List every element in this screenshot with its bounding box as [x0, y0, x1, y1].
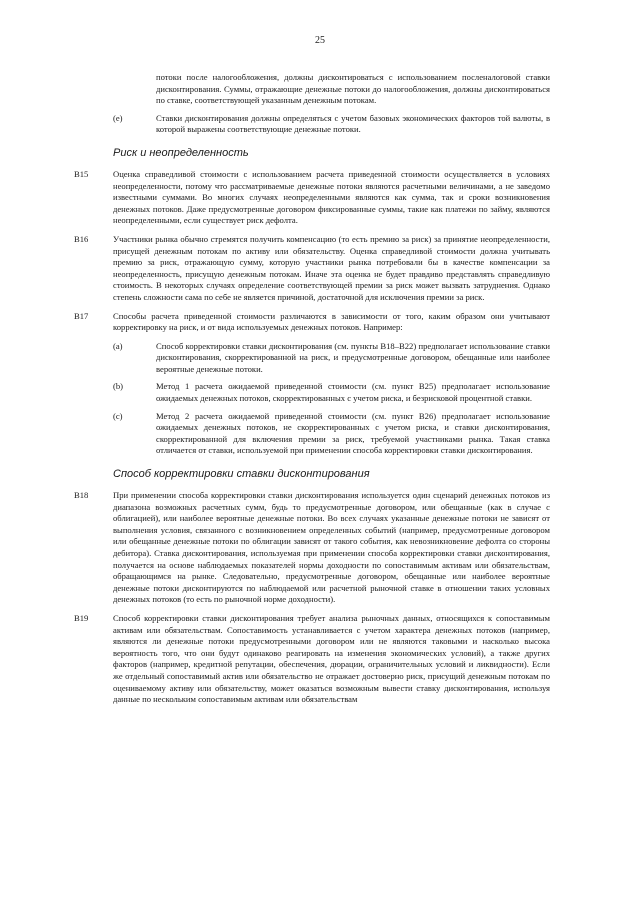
paragraph-number: B18: [74, 490, 89, 501]
section-heading-risk: Риск и неопределенность: [113, 146, 249, 159]
paragraph-number: B19: [74, 612, 89, 623]
paragraph-text: потоки после налогообложения, должны дисконтироваться с использованием посленалоговой ставки дисконтирования. Суммы, отражающие денежные потоки до налогообложения, должны дисконтироваться по ставке, соответствующей указанным денежным потокам.: [156, 72, 550, 106]
paragraph-b15: [74, 169, 550, 227]
paragraph-text: Оценка справедливой стоимости с использованием расчета приведенной стоимости осуществляется в условиях неопределенности, потому что рассматриваемые денежные потоки являются расчетными величинами, а не заведомо известными суммами. Во многих случаях неопределенными являются как сумма, так и сроки возникновения денежных потоков. Даже предусмотренные договором фиксированные суммы, такие как платежи по займу, являются неопределенными, если существует риск дефолта.: [113, 168, 550, 226]
page-number: 25: [315, 35, 325, 46]
list-item-text: Метод 2 расчета ожидаемой приведенной стоимости (см. пункт B26) предполагает использование ожидаемых денежных потоков, не скорректированных с учетом риска, и ставки дисконтирования, скорректированной для включения премии за риск, требуемой участниками рынка. Такая ставка отличается от ставки, используемой при применении способа корректировки ставки дисконтирования.: [156, 410, 550, 456]
list-marker: (e): [113, 112, 123, 123]
paragraph-b18: [74, 490, 550, 606]
paragraph-text: При применении способа корректировки ставки дисконтирования используется один сценарий денежных потоков из диапазона возможных расчетных сумм, будь то предусмотренные договором, или обещанные (как в случае с облигацией), или наиболее вероятные денежные потоки. Во всех случаях указанные денежные потоки не зависят от выполнения условия, связанного с возникновением определенных событий (например, предусмотренные договором или обещанные денежные потоки по облигации зависят от такого события, как невозникновение дефолта со стороны дебитора). Ставка дисконтирования, используемая при применении способа корректировки ставки дисконтирования, получается на основе наблюдаемых показателей нормы доходности по сопоставимым активам или обязательствам, обращающимся на рынке. Следовательно, предусмотренные договором, обещанные или наиболее вероятные денежные потоки дисконтируются по наблюдаемой или расчетной рыночной ставке в отношении таких условных денежных потоков (то есть по рыночной норме доходности).: [113, 490, 550, 605]
paragraph-text: Способ корректировки ставки дисконтирования требует анализа рыночных данных, относящихся к сопоставимым активам или обязательствам. Сопоставимость устанавливается с учетом характера денежных потоков (например, являются ли денежные потоки предусмотренными договором или не являются таковыми и насколько высока вероятность того, что они будут одинаково реагировать на изменения экономических условий), а также других факторов (например, кредитной репутации, обеспечения, дюрации, ограничительных условий и ликвидности). Если же отдельный сопоставимый актив или обязательство не отражает достоверно риск, присущий денежным потокам по оцениваемому активу или обязательству, может оказаться возможным вывести ставку дисконтирования, используя данные по нескольким сопоставимым активам или обязательствам: [113, 612, 550, 705]
list-item-e: [74, 113, 550, 136]
list-marker: (a): [113, 340, 123, 351]
list-item-text: Ставки дисконтирования должны определяться с учетом базовых экономических факторов той валюты, в которой выражены соответствующие денежные потоки.: [156, 112, 550, 135]
list-item-text: Метод 1 расчета ожидаемой приведенной стоимости (см. пункт B25) предполагает использование ожидаемых денежных потоков, скорректированных с учетом риска, и безрисковой процентной ставки.: [156, 381, 550, 404]
paragraph-number: B16: [74, 233, 89, 244]
list-item-a: [74, 341, 550, 376]
list-item-text: Способ корректировки ставки дисконтирования (см. пункты B18–B22) предполагает использование ставки дисконтирования, скорректированной на риск, и предусмотренные договором, обещанные или наиболее вероятные денежные потоки.: [156, 340, 550, 374]
list-item-c: [74, 411, 550, 457]
section-heading-discount-rate: Способ корректировки ставки дисконтирования: [113, 468, 370, 481]
paragraph-number: B17: [74, 310, 89, 321]
continuation-paragraph: [74, 72, 550, 107]
document-body: [74, 72, 550, 713]
paragraph-b19: [74, 613, 550, 706]
list-marker: (b): [113, 381, 124, 392]
paragraph-number: B15: [74, 168, 89, 179]
paragraph-b17: [74, 311, 550, 334]
paragraph-b16: [74, 234, 550, 304]
paragraph-text: Способы расчета приведенной стоимости различаются в зависимости от того, каким образом они учитывают корректировку на риск, и от вида используемых денежных потоков. Например:: [113, 310, 550, 333]
list-item-b: [74, 381, 550, 404]
list-marker: (c): [113, 410, 123, 421]
paragraph-text: Участники рынка обычно стремятся получить компенсацию (то есть премию за риск) за принятие неопределенности, присущей денежным потокам по активу или обязательству. Оценка справедливой стоимости должна учитывать премию за риск, отражающую сумму, которую участники рынка потребовали бы в качестве компенсации за неопределенность, присущую денежным потокам. Иначе эта оценка не будет правдиво представлять справедливую стоимость. В некоторых случаях определение соответствующей премии за риск может вызвать затруднения. Однако степень сложности сама по себе не является причиной, достаточной для исключения премии за риск.: [113, 233, 550, 302]
